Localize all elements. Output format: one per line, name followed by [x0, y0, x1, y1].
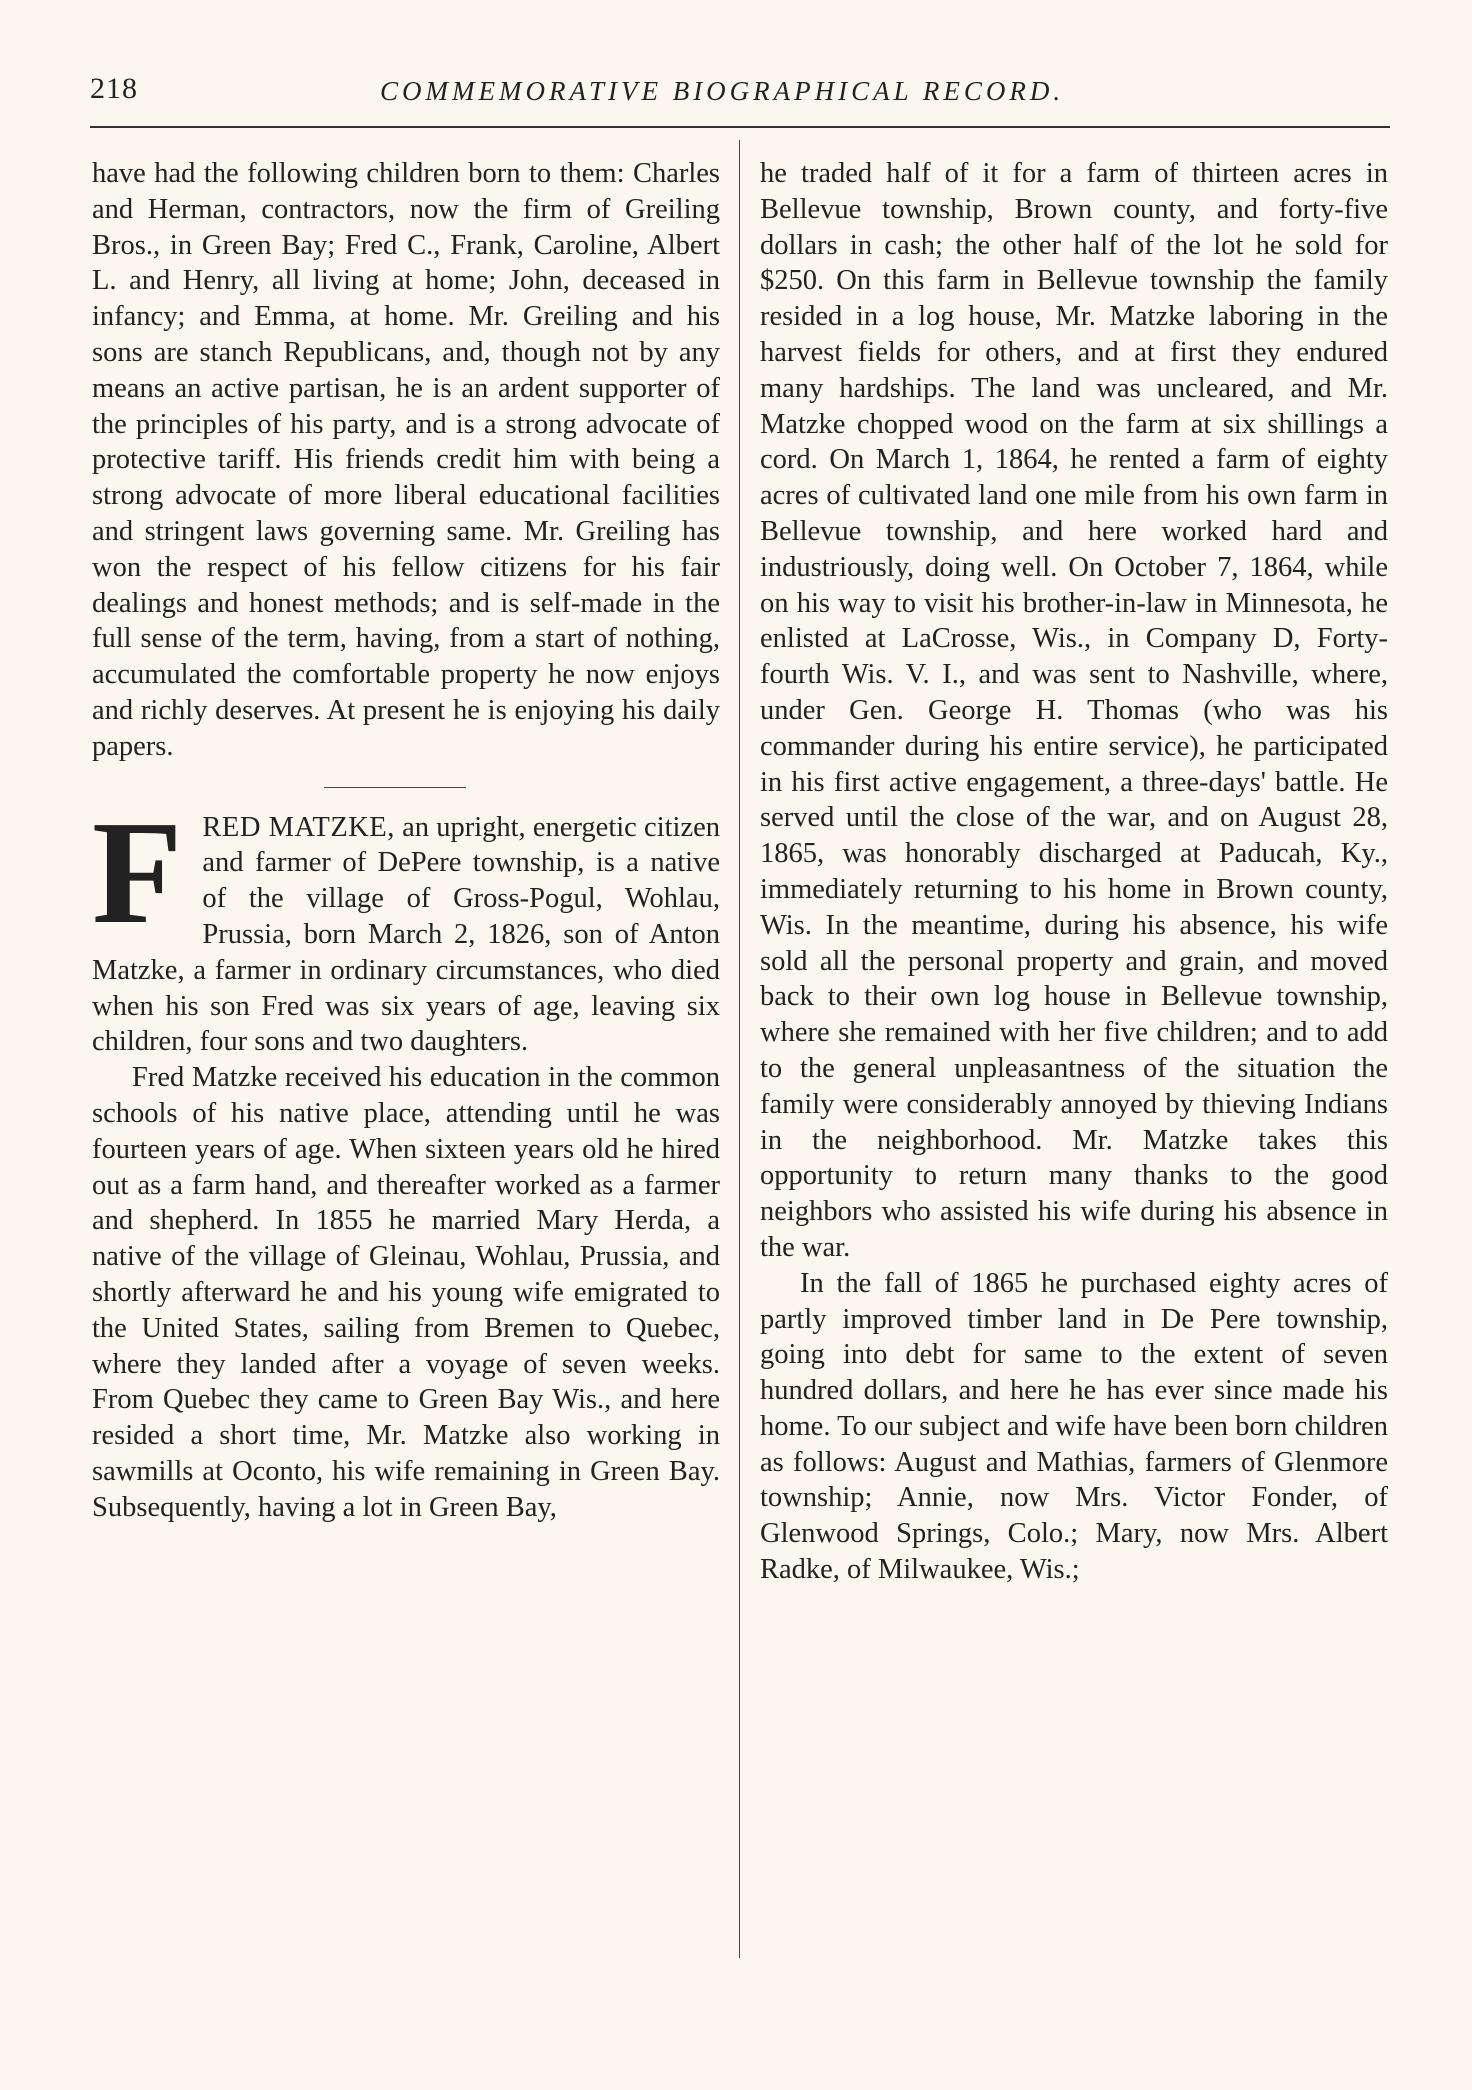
greiling-paragraph: have had the following children born to them: Charles and Herman, contractors, now the firm of Greiling Bros., in Green Bay; Fred C., Frank, Caroline, Albert L. and Henry, all living at home; John, deceased in infancy; and Emma, at home. Mr. Greiling and his sons are stanch Republicans, and, though not by any means an active partisan, he is an ardent supporter of the principles of his party, and is a strong advocate of protective tariff. His friends credit him with being a strong advocate of more liberal educational facilities and stringent laws governing same. Mr. Greiling has won the respect of his fellow citizens for his fair dealings and honest methods; and is self-made in the full sense of the term, having, from a start of nothing, accumulated the comfortable property he now enjoys and richly deserves. At present he is enjoying his daily papers. [92, 158, 720, 762]
drop-cap: F [92, 790, 183, 955]
subject-name: RED MATZKE, [202, 811, 395, 843]
right-column [760, 156, 1388, 1588]
left-column [92, 156, 720, 1525]
page-number: 218 [90, 72, 138, 105]
section-separator [324, 787, 466, 788]
matzke-farm-war-paragraph: he traded half of it for a farm of thirteen acres in Bellevue township, Brown county, and forty-five dollars in cash; the other half of the lot he sold for $250. On this farm in Bellevue township the family resided in a log house, Mr. Matzke laboring in the harvest fields for others, and at first they endured many hardships. The land was uncleared, and Mr. Matzke chopped wood on the farm at six shillings a cord. On March 1, 1864, he rented a farm of eighty acres of cultivated land one mile from his own farm in Bellevue township, and here worked hard and industriously, doing well. On October 7, 1864, while on his way to visit his brother-in-law in Minnesota, he enlisted at LaCrosse, Wis., in Company D, Forty-fourth Wis. V. I., and was sent to Nashville, where, under Gen. George H. Thomas (who was his commander during his entire service), he participated in his first active engagement, a three-days' battle. He served until the close of the war, and on August 28, 1865, was honorably discharged at Paducah, Ky., immediately returning to his home in Brown county, Wis. In the meantime, during his absence, his wife sold all the personal property and grain, and moved back to their own log house in Bellevue township, where she remained with her five children; and to add to the general unpleasantness of the situation the family were considerably annoyed by thieving Indians in the neighborhood. Mr. Matzke takes this opportunity to return many thanks to the good neighbors who assisted his wife during his absence in the war. [760, 158, 1388, 1263]
matzke-intro-text: an upright, energetic citizen and farmer of DePere township, is a native of the village of Gross-Pogul, Wohlau, Prussia, born March 2, 1826, son of Anton Matzke, a farmer in ordinary circumstances, who died when his son Fred was six years of age, leaving six children, four sons and two daughters. [92, 811, 720, 1058]
matzke-education-paragraph: Fred Matzke received his education in the common schools of his native place, attending until he was fourteen years of age. When sixteen years old he hired out as a farm hand, and thereafter worked as a farmer and shepherd. In 1855 he married Mary Herda, a native of the village of Gleinau, Wohlau, Prussia, and shortly afterward he and his young wife emigrated to the United States, sailing from Bremen to Quebec, where they landed after a voyage of seven weeks. From Quebec they came to Green Bay Wis., and here resided a short time, Mr. Matzke also working in sawmills at Oconto, his wife remaining in Green Bay. Subsequently, having a lot in Green Bay, [92, 1062, 720, 1523]
running-title: COMMEMORATIVE BIOGRAPHICAL RECORD. [380, 76, 1065, 106]
column-divider [739, 140, 740, 1958]
matzke-intro-paragraph [92, 790, 720, 1061]
header-rule [90, 126, 1390, 128]
matzke-family-paragraph: In the fall of 1865 he purchased eighty acres of partly improved timber land in De Pere township, going into debt for same to the extent of seven hundred dollars, and here he has ever since made his home. To our subject and wife have been born children as follows: August and Mathias, farmers of Glenmore township; Annie, now Mrs. Victor Fonder, of Glenwood Springs, Colo.; Mary, now Mrs. Albert Radke, of Milwaukee, Wis.; [760, 1267, 1388, 1586]
